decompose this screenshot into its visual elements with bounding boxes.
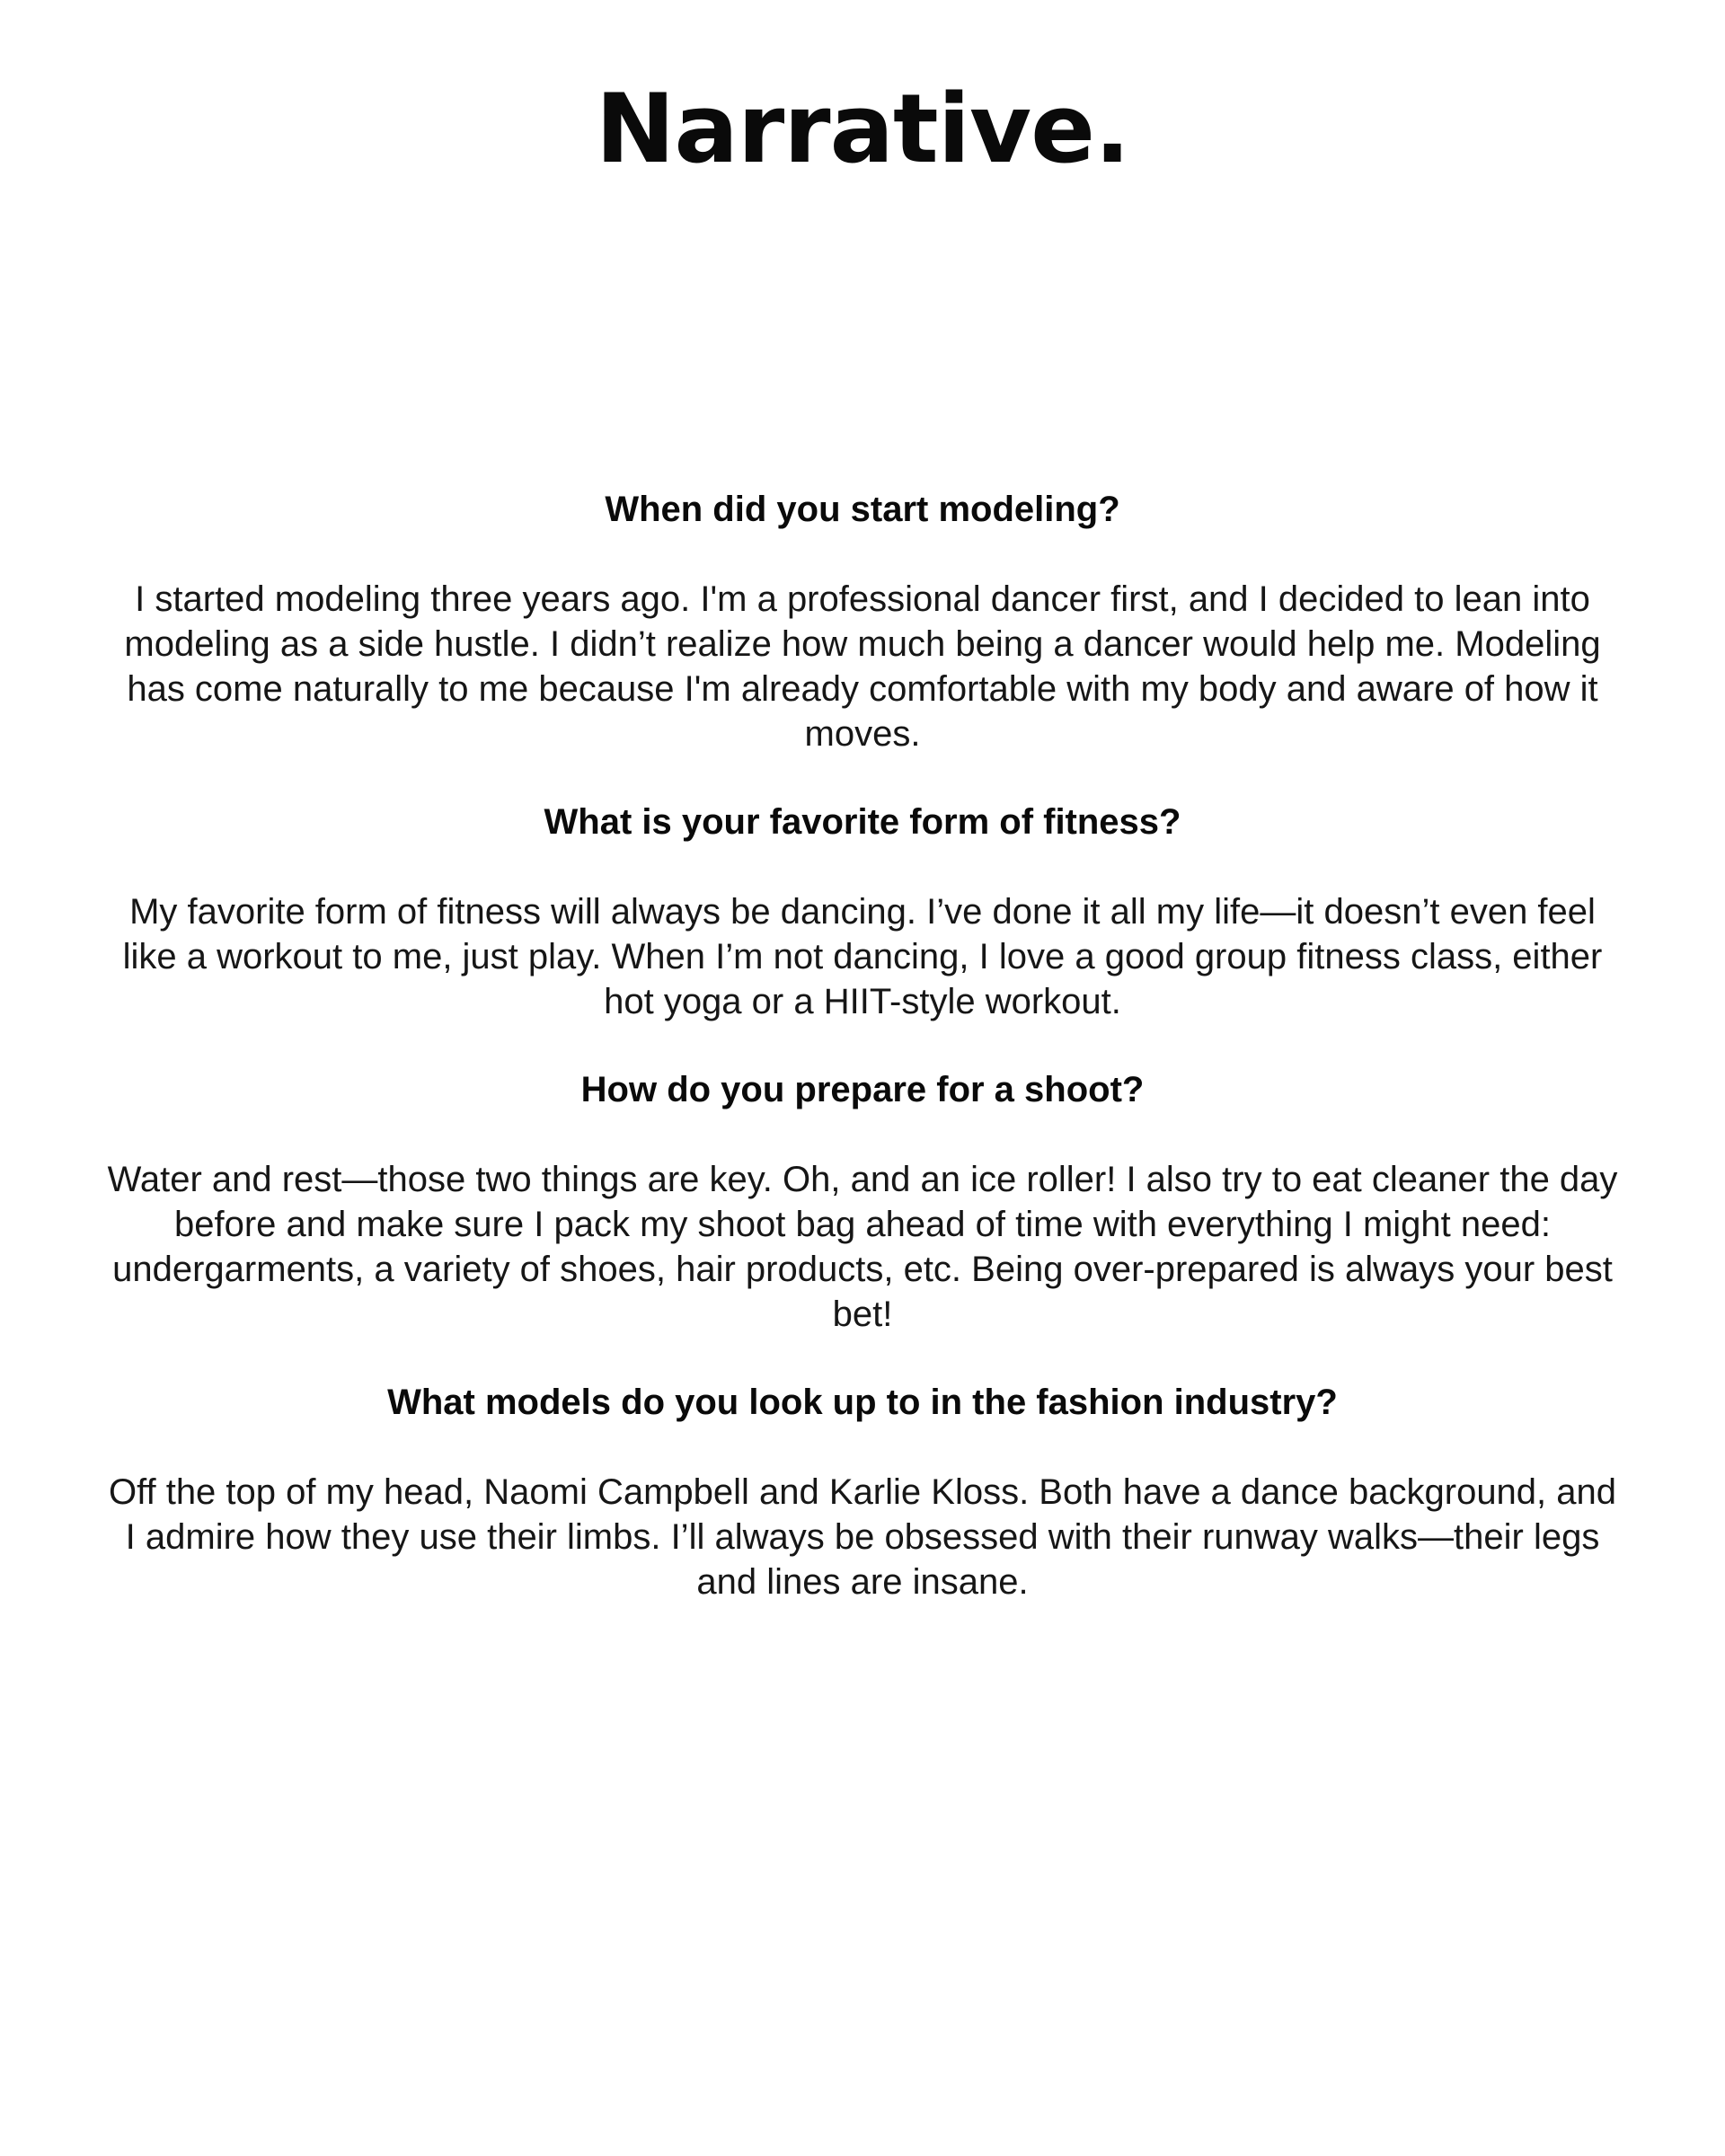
qa-item-model-inspirations	[106, 1378, 1619, 1604]
answer-start-modeling: I started modeling three years ago. I'm a professional dancer first, and I decided to lean into modeling as a side hustle. I didn’t realize how much being a dancer would help me. Modeling has come naturally to me because I'm already comfortable with my body and aware of how it moves.	[124, 579, 1601, 754]
qa-item-start-modeling	[106, 485, 1619, 756]
question-prepare-shoot: How do you prepare for a shoot?	[580, 1070, 1145, 1109]
answer-model-inspirations: Off the top of my head, Naomi Campbell and Karlie Kloss. Both have a dance background, and I admire how they use their limbs. I’ll always be obsessed with their runway walks—their legs and lines are insane.	[108, 1472, 1617, 1602]
qa-item-prepare-shoot	[106, 1065, 1619, 1337]
question-start-modeling: When did you start modeling?	[605, 490, 1120, 529]
question-favorite-fitness: What is your favorite form of fitness?	[544, 802, 1181, 842]
answer-prepare-shoot: Water and rest—those two things are key. Oh, and an ice roller! I also try to eat cleaner the day before and make sure I pack my shoot bag ahead of time with everything I might need: undergarments, a variety of shoes, hair products, etc. Being over-prepared is always your best bet!	[107, 1160, 1618, 1334]
question-model-inspirations: What models do you look up to in the fashion industry?	[387, 1383, 1338, 1422]
page-title: Narrative.	[595, 74, 1130, 184]
answer-favorite-fitness: My favorite form of fitness will always be dancing. I’ve done it all my life—it doesn’t even feel like a workout to me, just play. When I’m not dancing, I love a good group fitness class, either hot yoga or a HIIT-style workout.	[122, 892, 1603, 1021]
qa-list	[106, 485, 1619, 1646]
qa-item-favorite-fitness	[106, 798, 1619, 1024]
